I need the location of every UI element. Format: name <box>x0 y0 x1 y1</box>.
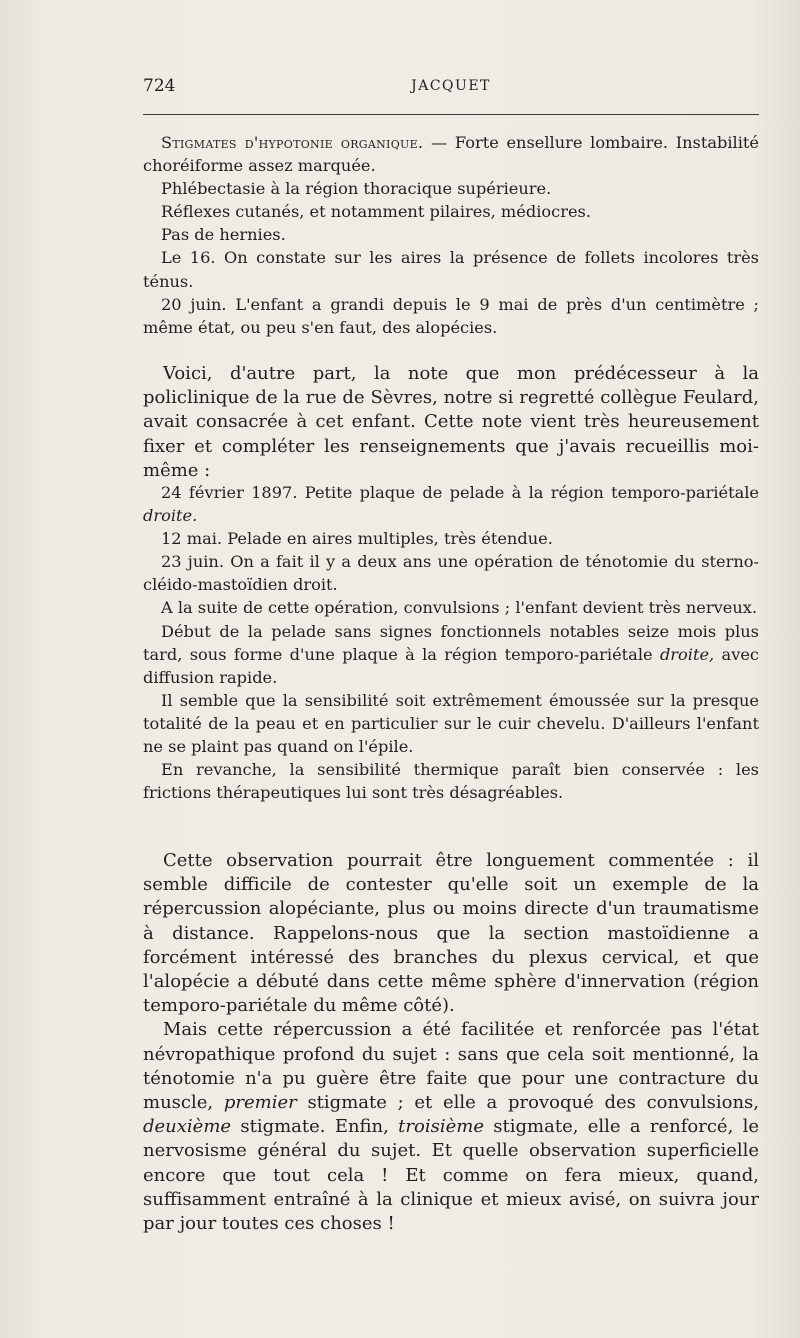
paragraph: Stigmates d'hypotonie organique. — Forte ensellure lombaire. Instabilité choréiforme assez marquée. <box>143 133 759 176</box>
paragraph: A la suite de cette opération, convulsions ; l'enfant devient très nerveux. <box>161 598 758 618</box>
feulard-note <box>143 481 759 804</box>
page-number: 724 <box>143 76 176 96</box>
paragraph: Pas de hernies. <box>161 225 286 245</box>
paragraph: Début de la pelade sans signes fonctionnels notables seize mois plus tard, sous forme d'une plaque à la région temporo-pariétale droite, avec diffusion rapide. <box>143 621 759 687</box>
observation-notes <box>143 131 759 339</box>
paragraph: 24 février 1897. Petite plaque de pelade à la région temporo-pariétale droite. <box>143 483 759 526</box>
paragraph: Le 16. On constate sur les aires la présence de follets incolores très ténus. <box>143 248 759 291</box>
page-header <box>143 76 759 102</box>
header-rule <box>143 114 759 115</box>
section-lead: Stigmates d'hypotonie organique. <box>161 133 424 152</box>
paragraph: 20 juin. L'enfant a grandi depuis le 9 mai de près d'un centimètre ; même état, ou peu s'en faut, des alopécies. <box>143 294 759 337</box>
paragraph: Phlébectasie à la région thoracique supérieure. <box>161 179 552 199</box>
paragraph: 12 mai. Pelade en aires multiples, très étendue. <box>161 529 553 549</box>
running-head: JACQUET <box>411 78 491 94</box>
paragraph: 23 juin. On a fait il y a deux ans une opération de ténotomie du sterno-cléido-mastoïdien droit. <box>143 552 759 595</box>
paragraph: Voici, d'autre part, la note que mon prédécesseur à la policlinique de la rue de Sèvres, notre si regretté collègue Feulard, avait consacrée à cet enfant. Cette note vient très heureusement fixer et compléter les renseignements que j'avais recueillis moi-même : <box>143 363 759 481</box>
paragraph: Mais cette répercussion a été facilitée et renforcée pas l'état névropathique profond du sujet : sans que cela soit mentionné, la ténotomie n'a pu guère être faite que pour une contracture du muscle, premier stigmate ; et elle a provoqué des convulsions, deuxième stigmate. Enfin, troisième stigmate, elle a renforcé, le nervosisme général du sujet. Et quelle observation superficielle encore que tout cela ! Et comme on fera mieux, quand, suffisamment entraîné à la clinique et mieux avisé, on suivra jour par jour toutes ces choses ! <box>143 1019 759 1235</box>
intro-paragraph <box>143 362 759 483</box>
paragraph: Cette observation pourrait être longuement commentée : il semble difficile de contester qu'elle soit un exemple de la répercussion alopéciante, plus ou moins directe d'un traumatisme à distance. Rappelons-nous que la section mastoïdienne a forcément intéressé des branches du plexus cervical, et que l'alopécie a débuté dans cette même sphère d'innervation (région temporo-pariétale du même côté). <box>143 850 759 1017</box>
paragraph: Il semble que la sensibilité soit extrêmement émoussée sur la presque totalité de la peau et en particulier sur le cuir chevelu. D'ailleurs l'enfant ne se plaint pas quand on l'épile. <box>143 690 759 757</box>
paragraph: En revanche, la sensibilité thermique paraît bien conservée : les frictions thérapeutiques lui sont très désagréables. <box>143 760 759 803</box>
commentary <box>143 849 759 1236</box>
paragraph: Réflexes cutanés, et notamment pilaires, médiocres. <box>161 202 591 222</box>
